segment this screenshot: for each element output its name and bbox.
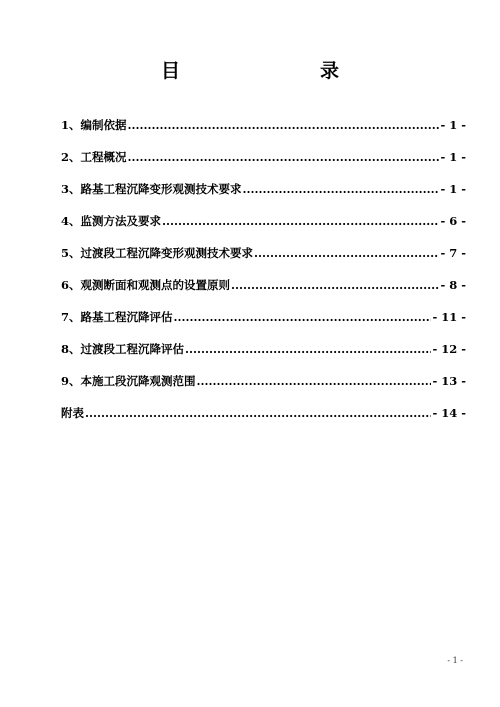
- toc-entry-2[interactable]: [61, 150, 466, 182]
- toc-entry-10[interactable]: [61, 406, 466, 438]
- dot-leader: [254, 246, 439, 260]
- toc-entry-page: - 14 -: [432, 406, 466, 420]
- toc-entry-page: - 1 -: [440, 118, 466, 132]
- dot-leader: [231, 278, 439, 292]
- toc-entry-5[interactable]: [61, 246, 466, 278]
- toc-entry-label: 3、路基工程沉降变形观测技术要求: [61, 182, 242, 196]
- toc-title: 目 录: [160, 60, 373, 82]
- toc-entry-9[interactable]: [61, 374, 466, 406]
- dot-leader: [128, 150, 440, 164]
- toc-entry-3[interactable]: [61, 182, 466, 214]
- toc-entry-6[interactable]: [61, 278, 466, 310]
- toc-entry-page: - 12 -: [432, 342, 466, 356]
- toc-entry-label: 8、过渡段工程沉降评估: [61, 342, 185, 356]
- dot-leader: [128, 118, 440, 132]
- dot-leader: [85, 406, 431, 420]
- toc-entry-label: 附表: [61, 406, 84, 420]
- toc-entry-label: 9、本施工段沉降观测范围: [61, 374, 196, 388]
- toc-list: [61, 118, 466, 438]
- toc-entry-page: - 7 -: [440, 246, 466, 260]
- toc-entry-page: - 13 -: [432, 374, 466, 388]
- toc-entry-7[interactable]: [61, 310, 466, 342]
- dot-leader: [162, 214, 439, 228]
- toc-entry-label: 2、工程概况: [61, 150, 127, 164]
- dot-leader: [185, 342, 431, 356]
- toc-entry-page: - 1 -: [440, 150, 466, 164]
- toc-entry-label: 1、编制依据: [61, 118, 127, 132]
- toc-entry-1[interactable]: [61, 118, 466, 150]
- toc-entry-label: 6、观测断面和观测点的设置原则: [61, 278, 230, 292]
- toc-entry-page: - 11 -: [432, 310, 466, 324]
- toc-entry-page: - 8 -: [440, 278, 466, 292]
- toc-entry-page: - 6 -: [440, 214, 466, 228]
- toc-entry-4[interactable]: [61, 214, 466, 246]
- toc-entry-8[interactable]: [61, 342, 466, 374]
- dot-leader: [197, 374, 432, 388]
- dot-leader: [174, 310, 432, 324]
- toc-entry-label: 7、路基工程沉降评估: [61, 310, 173, 324]
- toc-entry-label: 5、过渡段工程沉降变形观测技术要求: [61, 246, 253, 260]
- toc-entry-label: 4、监测方法及要求: [61, 214, 162, 228]
- dot-leader: [243, 182, 440, 196]
- footer-page-number: - 1 -: [447, 656, 463, 665]
- toc-entry-page: - 1 -: [440, 182, 466, 196]
